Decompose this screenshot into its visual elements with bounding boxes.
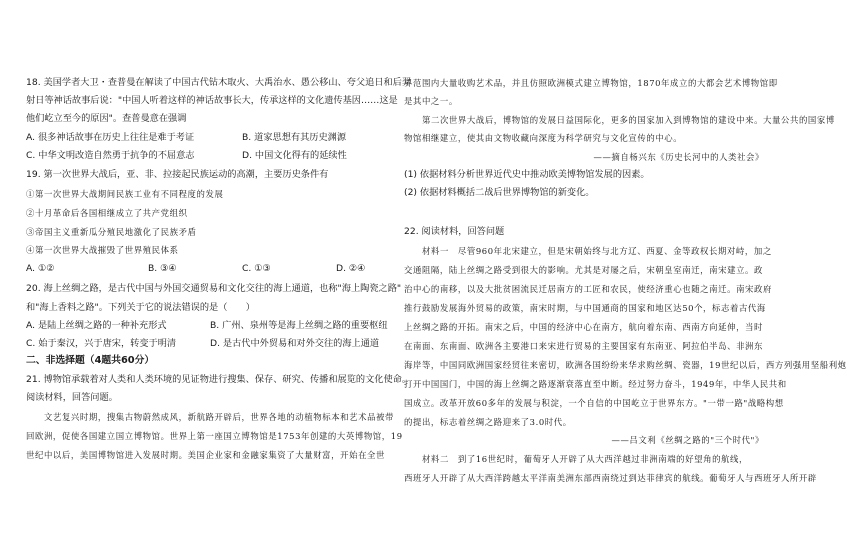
q19-item-1: ①第一次世界大战期间民族工业有不同程度的发展: [26, 189, 224, 199]
q18-stem-line1: 18. 美国学者大卫・查普曼在解读了中国古代钻木取火、大禹治水、愚公移山、夸父追日和后羿: [26, 77, 412, 88]
q21-material-line2: 回欧洲，促使各国建立国立博物馆。世界上第一座国立博物馆是1753年创建的大英博物馆，19: [26, 431, 403, 441]
q19-option-c: C. ①③: [242, 263, 271, 274]
q21-material-line3: 世纪中以后，美国博物馆进入发展时期。美国企业家和金融家集资了大量财富，开始在全世: [26, 450, 385, 460]
q21-question-1: (1) 依据材料分析世界近代史中推动欧美博物馆发展的因素。: [404, 169, 650, 180]
q20-stem-line1: 20. 海上丝绸之路，是古代中国与外国交通贸易和文化交往的海上通道，也称"海上陶瓷之路": [26, 283, 402, 294]
q22-material1-line3: 治中心的南移，以及大批贫困流民迁居南方的工匠和农民，使经济重心也随之南迁。南宋政府: [404, 284, 772, 294]
q22-material1-line6: 在南面、东南面、欧洲各主要港口来宋进行贸易的主要国家有东南亚、阿拉伯半岛、非洲东: [404, 341, 763, 351]
q19-item-4: ④第一次世界大战摧毁了世界殖民体系: [26, 245, 179, 255]
q18-option-a: A. 很多神话故事在历史上往往是难于考证: [26, 132, 195, 143]
q21-material-cont-line3: 第二次世界大战后，博物馆的发展日益国际化，更多的国家加入到博物馆的建设中来。大量公共的国家博: [422, 115, 835, 125]
q19-option-a: A. ①②: [26, 263, 55, 274]
q21-material-cont-line1: 界范围内大量收购艺术品，并且仿照欧洲模式建立博物馆，1870年成立的大都会艺术博物馆即: [404, 78, 778, 88]
q20-stem-line2: 和"海上香料之路"。下列关于它的说法错误的是（ ）: [26, 302, 255, 313]
section-2-heading: 二、非选择题（4题共60分）: [26, 355, 155, 366]
q19-option-b: B. ③④: [148, 263, 177, 274]
q21-material-cont-line4: 物馆相继建立，使其由文物收藏向深度为科学研究与文化宣传的中心。: [404, 133, 683, 143]
q18-option-b: B. 道家思想有其历史渊源: [242, 132, 347, 143]
q18-option-c: C. 中华文明改造自然勇于抗争的不屈意志: [26, 150, 195, 161]
q20-option-a: A. 是陆上丝绸之路的一种补充形式: [26, 320, 167, 331]
q22-material1-line7: 海岸等，中国同欧洲国家经贸往来密切，欧洲各国纷纷来华求购丝绸、瓷器，19世纪以后，西方列强用坚船利炮: [404, 360, 847, 370]
q22-material1-line2: 交通阻隔，陆上丝绸之路受到很大的影响。尤其是对屡之后，宋朝皇室南迁，南宋建立。政: [404, 265, 763, 275]
q22-material1-line1: 材料一 尽管960年北宋建立，但是宋朝始终与北方辽、西夏、金等政权长期对峙，加之: [422, 246, 772, 256]
q18-stem-line3: 他们屹立至今的原因"。查普曼意在强调: [26, 113, 187, 124]
q19-item-2: ②十月革命后各国相继成立了共产党组织: [26, 208, 188, 218]
q22-material1-line5: 上丝绸之路的开拓。南宋之后，中国的经济中心在南方，航向着东南、西南方向延伸，当时: [404, 322, 763, 332]
q21-question-2: (2) 依据材料概括二战后世界博物馆的新变化。: [404, 187, 595, 198]
q18-stem-line2: 射日等神话故事后说："中国人听着这样的神话故事长大，传承这样的文化遗传基因……这是: [26, 95, 398, 106]
q22-material2-line1: 材料二 到了16世纪时，葡萄牙人开辟了从大西洋越过非洲南端的好望角的航线，: [422, 454, 748, 464]
q19-stem: 19. 第一次世界大战后，亚、非、拉接起民族运动的高潮，主要历史条件有: [26, 169, 329, 180]
q20-option-d: D. 是古代中外贸易和对外交往的海上通道: [210, 338, 380, 349]
q21-stem-line1: 21. 博物馆承载着对人类和人类环境的见证物进行搜集、保存、研究、传播和展览的文化使命。: [26, 374, 412, 385]
q22-material1-line9: 国成立。改革开放60多年的发展与积淀，一个自信的中国屹立于世界东方。"一带一路"战略构想: [404, 398, 784, 408]
q22-material1-line10: 的提出，标志着丝绸之路迎来了3.0时代。: [404, 417, 572, 427]
q21-stem-line2: 阅读材料，回答问题。: [26, 392, 118, 403]
q22-source1: ——吕文利《丝绸之路的"三个时代"》: [611, 435, 764, 445]
q21-source: ——摘自杨兴东《历史长河中的人类社会》: [593, 152, 764, 162]
q20-option-c: C. 始于秦汉，兴于唐宋，转变于明清: [26, 338, 177, 349]
q20-option-b: B. 广州、泉州等是海上丝绸之路的重要枢纽: [210, 320, 388, 331]
q22-material1-line8: 打开中国国门，中国的海上丝绸之路逐渐衰落直至中断。经过努力奋斗，1949年，中华人民共和: [404, 379, 787, 389]
q19-option-d: D. ②④: [336, 263, 366, 274]
q22-material2-line2: 西班牙人开辟了从大西洋跨越太平洋南美洲东部西南绕过到达菲律宾的航线。葡萄牙人与西班牙人所开辟: [404, 473, 817, 483]
q18-option-d: D. 中国文化得有的延续性: [242, 150, 347, 161]
q22-stem: 22. 阅读材料，回答问题: [404, 226, 505, 237]
q22-material1-line4: 推行鼓励发展海外贸易的政策，南宋时期，与中国通商的国家和地区达50个，标志着古代海: [404, 303, 766, 313]
q21-material-line1: 文艺复兴时期，搜集古物蔚然成风，新航路开辟后，世界各地的动植物标本和艺术品被带: [44, 412, 395, 422]
q21-material-cont-line2: 是其中之一。: [404, 96, 458, 106]
q19-item-3: ③帝国主义重新瓜分殖民地激化了民族矛盾: [26, 227, 197, 237]
